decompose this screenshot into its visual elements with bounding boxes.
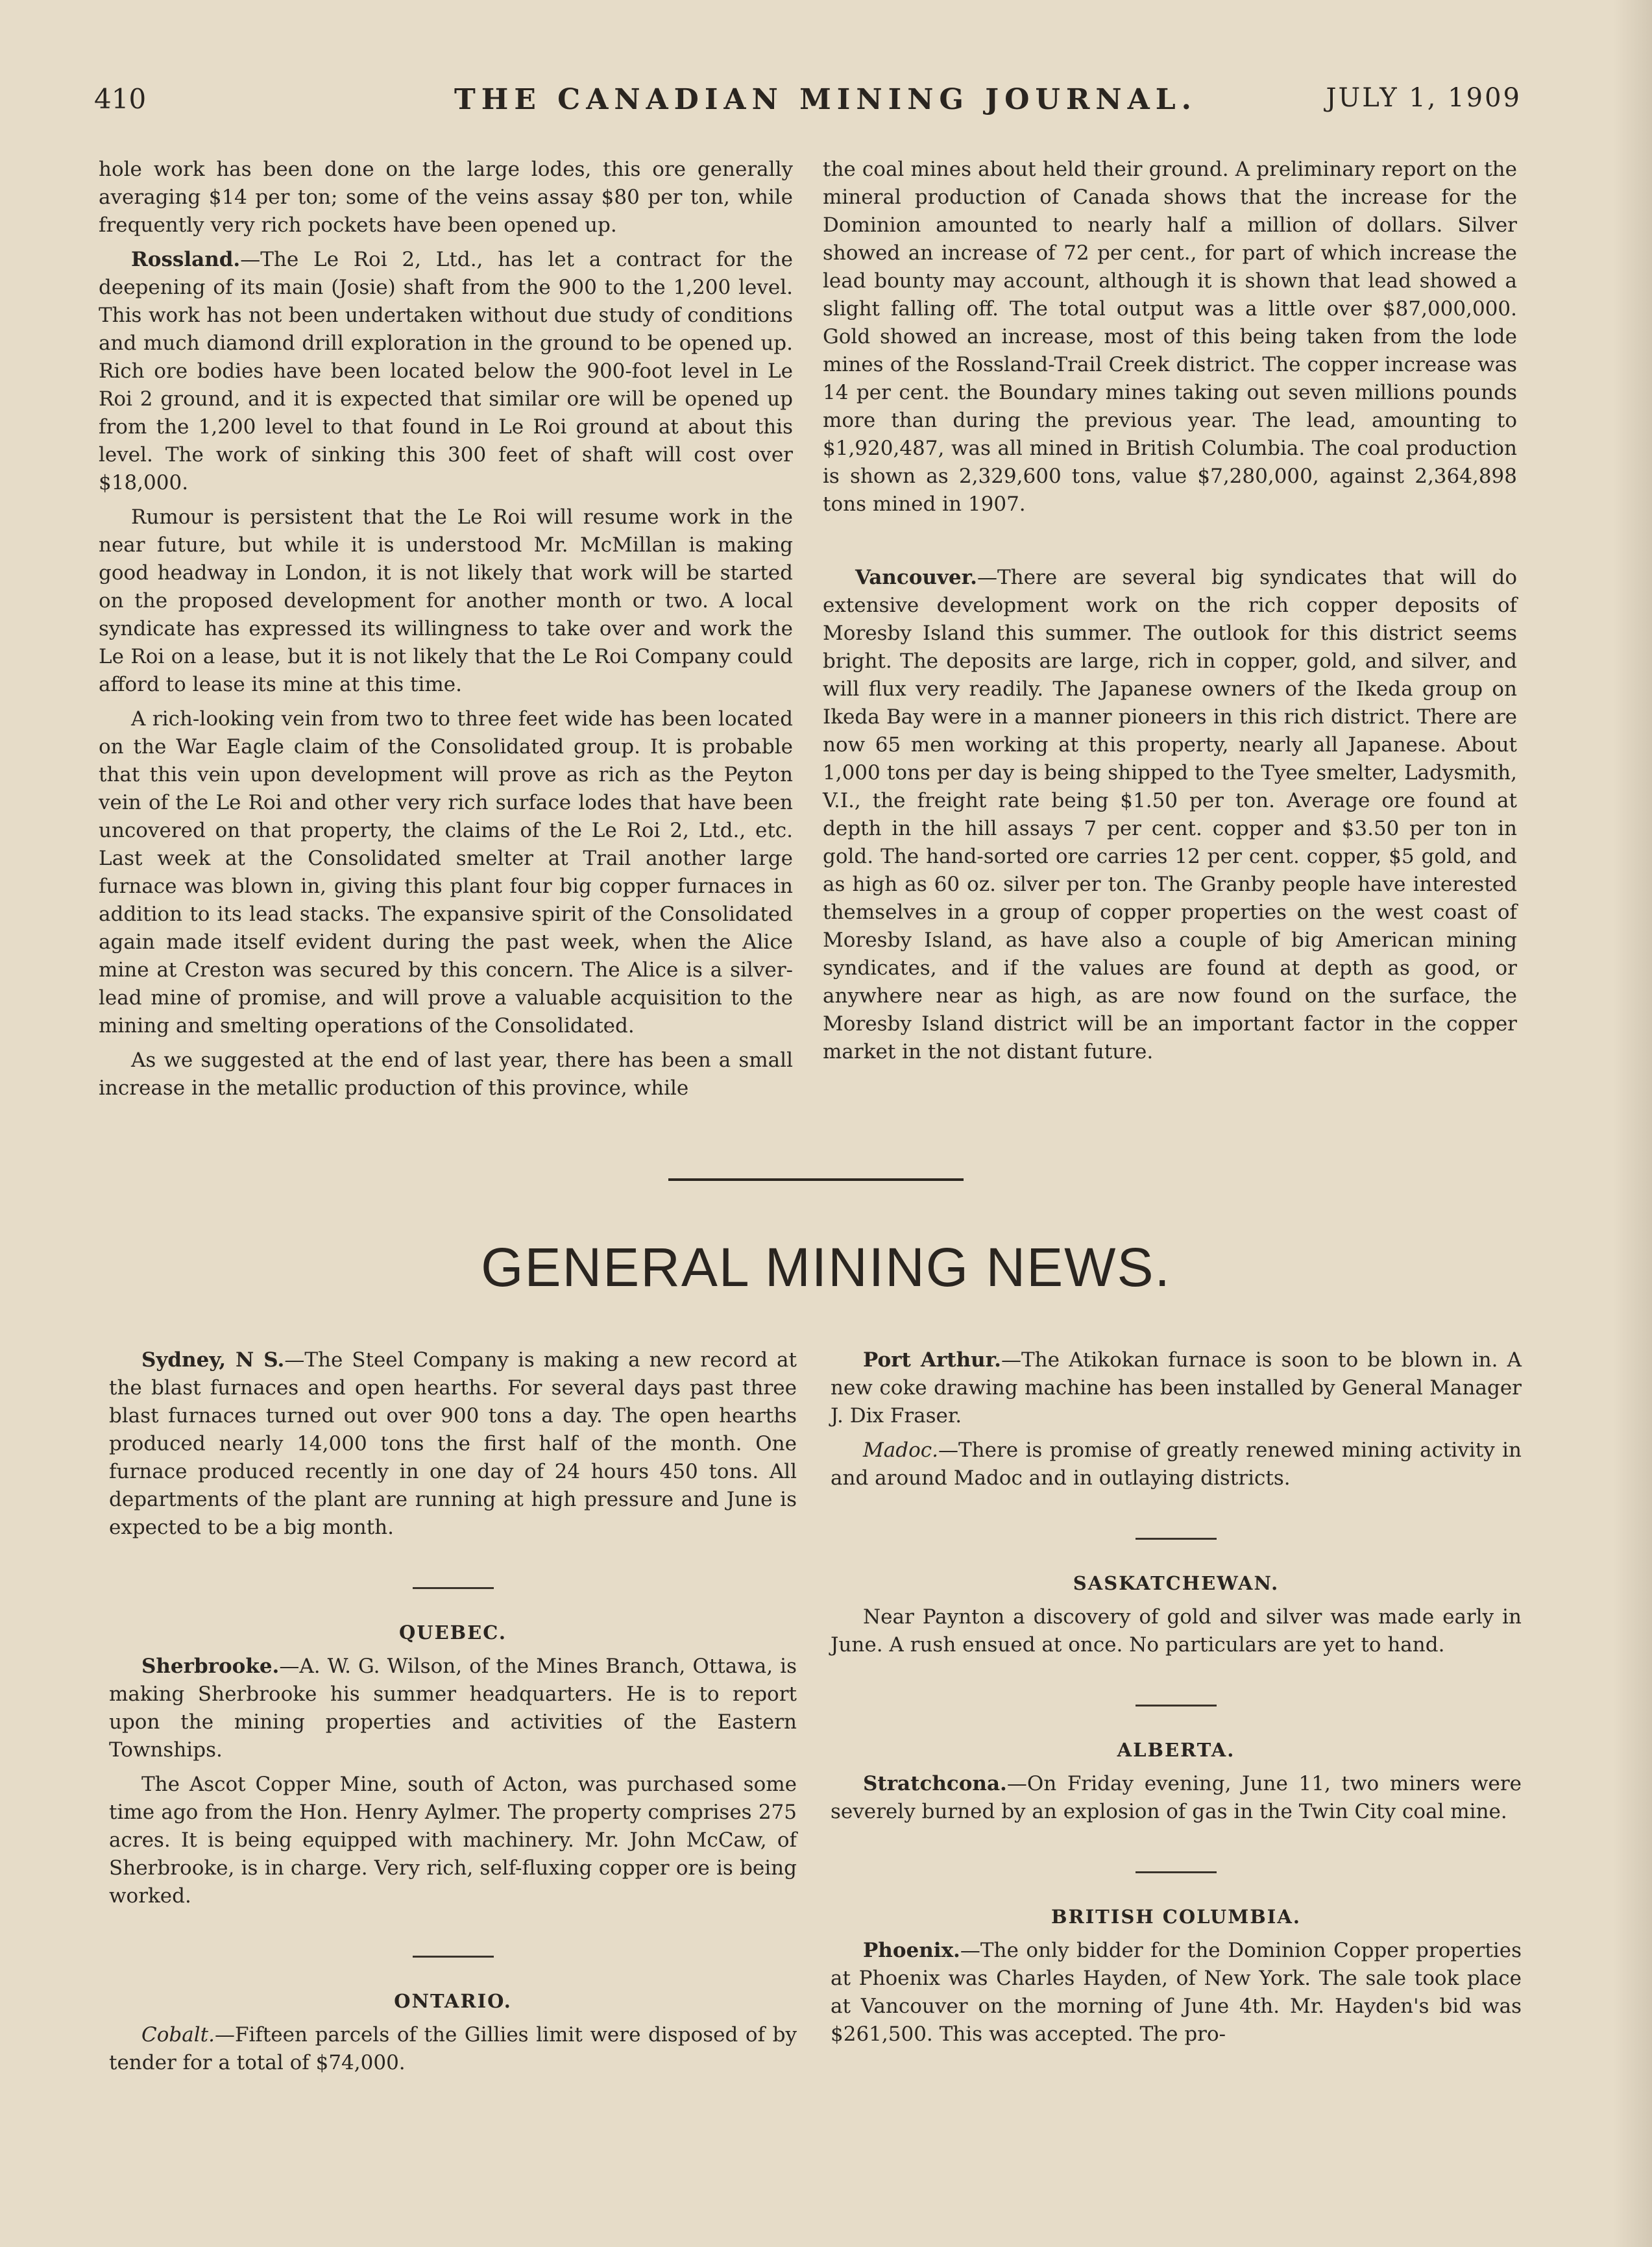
paragraph: the coal mines about held their ground. A preliminary report on the mineral production of Canada shows that the increase for the Dominion amounted to nearly half a million of dollars. Silver showed an increase of 72 per cent., for part of which increase the lead bounty may account, although it is shown that lead showed a slight falling off. The total output was a little over $87,000,000. Gold showed an increase, most of this being taken from the lode mines of the Rossland-Trail Creek district. The copper increase was 14 per cent. the Boundary mines taking out seven millions pounds more than during the previous year. The lead, amounting to $1,920,487, was all mined in British Columbia. The coal production is shown as 2,329,600 tons, value $7,280,000, against 2,364,898 tons mined in 1907. — [823, 158, 1517, 516]
news-left-column — [109, 1346, 797, 2083]
general-mining-news-heading: GENERAL MINING NEWS. — [481, 1237, 1171, 1298]
rossland-body: —The Le Roi 2, Ltd., has let a contract for the deepening of its main (Josie) shaft from the 900 to the 1,200 level. This work has not been undertaken without due study of conditions and much diamond drill exploration in the ground to be opened up. Rich ore bodies have been located below the 900-foot level in Le Roi 2 ground, and it is expected that similar ore will be opened up from the 1,200 level to that found in Le Roi ground at about this level. The work of sinking this 300 feet of shaft will cost over $18,000. — [99, 248, 793, 494]
journal-title: THE CANADIAN MINING JOURNAL. — [454, 83, 1197, 116]
paragraph: As we suggested at the end of last year, there has been a small increase in the metallic production of this province, while — [99, 1049, 793, 1100]
short-rule — [1136, 1538, 1217, 1540]
section-divider — [668, 1178, 964, 1181]
sherbrooke-paragraph — [109, 1653, 797, 1764]
port-arthur-paragraph — [831, 1346, 1522, 1430]
madoc-lead: Madoc. — [863, 1439, 938, 1462]
paragraph: hole work has been done on the large lodes, this ore generally averaging $14 per ton; some of the veins assay $80 per ton, while frequently very rich pockets have been opened up. — [99, 158, 793, 237]
paragraph: Rumour is persistent that the Le Roi will resume work in the near future, but while it is understood Mr. McMillan is making good headway in London, it is not likely that work will be started on the proposed development for another month or two. A local syndicate has expressed its willingness to take over and work the Le Roi on a lease, but it is not likely that the Le Roi Company could afford to lease its mine at this time. — [99, 505, 793, 696]
top-right-column — [823, 156, 1517, 1073]
rossland-lead: Rossland. — [131, 248, 241, 271]
saskatchewan-heading: SASKATCHEWAN. — [1073, 1572, 1280, 1594]
sydney-body: —The Steel Company is making a new record at the blast furnaces and open hearths. For several days past three blast furnaces turned out over 900 tons a day. The open hearths produced nearly 14,000 tons the first half of the month. One furnace produced recently in one day of 24 hours 450 tons. All departments of the plant are running at high pressure and June is expected to be a big month. — [109, 1348, 797, 1539]
alberta-heading: ALBERTA. — [1117, 1739, 1235, 1761]
sherbrooke-lead: Sherbrooke. — [141, 1655, 280, 1678]
quebec-heading: QUEBEC. — [399, 1621, 507, 1644]
cobalt-lead: Cobalt. — [141, 2023, 215, 2047]
short-rule — [1136, 1871, 1217, 1873]
vancouver-paragraph — [823, 564, 1517, 1066]
british-columbia-heading: BRITISH COLUMBIA. — [1051, 1906, 1301, 1928]
phoenix-lead: Phoenix. — [863, 1939, 960, 1962]
sherbrooke-body: —A. W. G. Wilson, of the Mines Branch, Ottawa, is making Sherbrooke his summer headquarters. He is to report upon the mining properties and activities of the Eastern Townships. — [109, 1655, 797, 1762]
port-arthur-lead: Port Arthur. — [863, 1348, 1001, 1372]
strathcona-body: —On Friday evening, June 11, two miners were severely burned by an explosion of gas in the Twin City coal mine. — [831, 1772, 1522, 1823]
ontario-heading: ONTARIO. — [394, 1990, 512, 2012]
short-rule — [413, 1587, 494, 1589]
strathcona-lead: Stratchcona. — [863, 1772, 1007, 1795]
port-arthur-body: —The Atikokan furnace is soon to be blown in. A new coke drawing machine has been installed by General Manager J. Dix Fraser. — [831, 1348, 1522, 1427]
strathcona-paragraph — [831, 1770, 1522, 1826]
phoenix-body: —The only bidder for the Dominion Copper properties at Phoenix was Charles Hayden, of New York. The sale took place at Vancouver on the morning of June 4th. Mr. Hayden's bid was $261,500. This was accepted. The pro- — [831, 1939, 1522, 2046]
vancouver-body: —There are several big syndicates that will do extensive development work on the rich copper deposits of Moresby Island this summer. The outlook for this district seems bright. The deposits are large, rich in copper, gold, and silver, and will flux very readily. The Japanese owners of the Ikeda group on Ikeda Bay were in a manner pioneers in this rich district. There are now 65 men working at this property, nearly all Japanese. About 1,000 tons per day is being shipped to the Tyee smelter, Ladysmith, V.I., the freight rate being $1.50 per ton. Average ore found at depth in the hill assays 7 per cent. copper and $3.50 per ton in gold. The hand-sorted ore carries 12 per cent. copper, $5 gold, and as high as 60 oz. silver per ton. The Granby people have interested themselves in a group of copper properties on the west coast of Moresby Island, as have also a couple of big American mining syndicates, and if the values are found at depth as good, or anywhere near as high, as are now found on the surface, the Moresby Island district will be an important factor in the copper market in the not distant future. — [823, 566, 1517, 1063]
page-number: 410 — [94, 83, 147, 115]
top-left-column — [99, 156, 793, 1109]
cobalt-paragraph — [109, 2021, 797, 2077]
short-rule — [1136, 1705, 1217, 1707]
short-rule — [413, 1956, 494, 1958]
paragraph: A rich-looking vein from two to three feet wide has been located on the War Eagle claim of the Consolidated group. It is probable that this vein upon development will prove as rich as the Peyton vein of the Le Roi and other very rich surface lodes that have been uncovered on that property, the claims of the Le Roi 2, Ltd., etc. Last week at the Consolidated smelter at Trail another large furnace was blown in, giving this plant four big copper furnaces in addition to its lead stacks. The expansive spirit of the Consolidated again made itself evident during the past week, when the Alice mine at Creston was secured by this concern. The Alice is a silver-lead mine of promise, and will prove a valuable acquisition to the mining and smelting operations of the Consolidated. — [99, 707, 793, 1038]
phoenix-paragraph — [831, 1937, 1522, 2048]
rossland-paragraph — [99, 246, 793, 497]
news-right-column — [831, 1346, 1522, 2055]
ascot-paragraph: The Ascot Copper Mine, south of Acton, was purchased some time ago from the Hon. Henry Aylmer. The property comprises 275 acres. It is being equipped with machinery. Mr. John McCaw, of Sherbrooke, is in charge. Very rich, self-fluxing copper ore is being worked. — [109, 1773, 797, 1908]
madoc-paragraph — [831, 1437, 1522, 1492]
sydney-paragraph — [109, 1346, 797, 1542]
madoc-body: —There is promise of greatly renewed mining activity in and around Madoc and in outlaying districts. — [831, 1439, 1522, 1490]
saskatchewan-paragraph: Near Paynton a discovery of gold and silver was made early in June. A rush ensued at once. No particulars are yet to hand. — [831, 1605, 1522, 1657]
sydney-lead: Sydney, N S. — [141, 1348, 285, 1372]
page-header — [94, 83, 1522, 122]
cobalt-body: —Fifteen parcels of the Gillies limit were disposed of by tender for a total of $74,000. — [109, 2023, 797, 2074]
issue-date: JULY 1, 1909 — [1326, 83, 1522, 113]
vancouver-lead: Vancouver. — [855, 566, 977, 589]
